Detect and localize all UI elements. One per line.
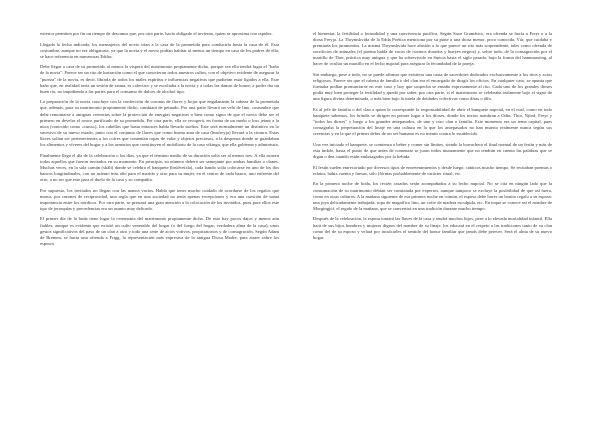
paragraph: La preparación de la novia concluye con la confección de coronas de flores y hojas que engalanarán la cabeza de la prometida que, además, para su matrimonio propiamente dicho, cambiará de peinado. Por una parte llevará un velo de lino, costumbre que debe remontarse a antiguas creencias sobre la protección de energías negativas o bien como signo de que el novio debe ser el primero en develar el rostro purificado de su prometida. Por otra parte, ella se recogerá, en forma de un moño o loss jetant a la nuca (conocido como «cuna»), los cabellos que hasta entonces había llevado sueltos. Este será normalmente un distintivo en lo sucesivo de su nuevo estado, junto con el conjunto de llaves que como buena ama de casa (husfreyja) llevará a la cintura. Estas llaves solían ser pertenecientes a los cofres que contenían ropas de valor y objetos preciosos, a la despensa donde se guardaban los alimentos y víveres del hogar y a los armarios que constituyen el mobiliario de la casa vikinga, que ella gobierna y administra.	[40, 99, 279, 147]
paragraph: Después de la celebración, la esposa tomará las llaves de la casa y tendrá muchos hijos, pese a lo elevada mortalidad infantil. Ella hará de sus hijos hombres y mujeres dignos del nombre de su linaje, los educará en el respeto a las tradiciones tanto de su clan como del de su esposo y velará por inculcarles el sentido del honor familiar que jamás debe perecer. Será el alma de su nuevo hogar.	[313, 216, 552, 240]
paragraph: Es al jefe de familia o del clan a quien le corresponde la responsabilidad de abrir el banquete nupcial, en el cual, como en todo banquete sabemos, los brindis se dirigen en primer lugar a los dioses, donde los textos nombran a Odín, Thor, Njörd, Freyr y "todos los dioses" y luego a los grandes antepasados, de uno y otro clan o familia. Este momento era un tema capital, pues consagraba la perpetuación del linaje en una cultura en la que los antepasados no han muerto realmente nunca según sus creencias y en la que el primer deber de un ser humano es no mentir contra lo establecido.	[313, 107, 552, 137]
paragraph: Por supuesto, los invitados no llegan con las manos vacías. Había que tener mucho cuidado de acordarse de los regalos que marca, por razones de reciprocidad, una regla que en una sociedad no tenía apenas excepciones y era una cuestión de suma importancia entre los nórdicos. Por otra parte, se prestará una gran atención a la colocación de los invitados, pues para ellos este tipo de jerarquías y precedencias era un asunto muy delicado.	[40, 187, 279, 211]
paragraph: En la primera noche de boda, los recién casados serán acompañados a su lecho nupcial. No se cita en ningún lado que la consumación de su matrimonio debían ser constatada por expertos, aunque tampoco se excluye la posibilidad de que así fuera, como en otras culturas. A la mañana siguiente de esa primera noche en común, el esposo debe hacer un bonito regalo a su esposa: una joya delicadamente trabajada, ropa de magnífico lino, un cofre de madera esculpida, etc. En toque se conoce así el nombre de Morgingjöf, el regalo de la mañana, que se convertirá en una tradición durante mucho tiempo.	[313, 181, 552, 211]
paragraph: El festín suelen entrecortado por diversos tipos de entretenimientos y desde luego, cánticos mucho tiempo. Se recitaban poemas o relatos, había cuenta y fuesas, sólo (fórmas probablemente de carácter ritual, etc.	[313, 164, 552, 176]
paragraph: exterior permiten por fin un tiempo de descanso que, por otra parte, hacía obligado el invierno, quien se aproxima con rapidez.	[40, 31, 273, 36]
right-column	[313, 31, 552, 417]
paragraph: Sin embargo, pese a todo, no se puede afirmar que existiera una casta de sacerdotes dedicados exclusivamente a los ritos y actos religiosos. Parece ser que el cabeza de familia o del clan era el encargado de dirigir los oficios. En cualquier caso, se apunta que formaba podían pronunciarse en este caso y hoy que sospecha se ensaña expresamente al rito. Cada uno de los grandes dioses podía muy bien proteger la fertilidad y quedó por saber, por otra parte, si el matrimonio se celebraba realmente bajo el signo de una figura divina determinada, o más bien bajo la tutela de deidades colectivas como dísas o álfa.	[313, 72, 552, 102]
paragraph: El primer día de la boda tiene lugar la ceremonia del matrimonio propiamente dicha. De esto hay pocos datos y menos aún fiables, aunque es evidente que existió un culto venerable del hogar (o del fuego del hogar, verdadera alma de la casa), unos gestos significativos del paso de un clan a otro y todo una serie de actos votivos, propiciatorios y de consagración. Según Adam de Bremen, se hacía una ofrenda a Frigg, la representación más expresiva de la antigua Diosa Madre, para atraer sobre los esposos	[40, 216, 279, 246]
paragraph: Llegada la fecha indicada, los mensajeros del novio irían a la casa de la prometida para conducirla hasta la casa de él. Esta costumbre, aunque no era obligatoria, ya que la novia y el novio podían habitar al menos un tiempo en casa de los padres de ella, se hace referencia en numerosas Eddas.	[40, 41, 279, 59]
paragraph: Debe llegar a casa de su prometido al menos la víspera del matrimonio propiamente dicho, porque sea ella tendrá lugar el "baño de la novia". Parece ser un rito de lustración como el que conocieron todos nuestros cultos, con el objetivo evidente de asegurar la "pureza" de la novia, es decir, librarla de todos los males espíritus e influencias negativas que pudieran estar ligados a ella. Este baño que, en realidad sería un sesión de sauna, es colectivo y se escoltaba a la novia y a todas las damas de honor; a poder dar un buen río, no impidiendo a las partes para el consumo de dulces de alcohol tipo.	[40, 64, 279, 94]
left-column	[40, 31, 279, 417]
paragraph: el bienestar, la fertilidad o fecundidad y una convivencia pacífica. Según Saxo Gramático, era ofrenda se hacía a Freyr o a la diosa Freyja. La Thrymskvida de la Edda Poética menciona por su parte a una diosa menor, poco conocida, Vár, que cuidaba y premiaría los juramentos. La misma Thrymskvida hace alusión a lo que parece un rito más sorprendente, tales como ofrenda de sacrificios de animales (el poema habla de vacas de cuernos dorados y bueyes negros) y, sobre todo, de la consagración por el martillo de Thor, práctica muy antigua y que ha sobrevivido en Suecia hasta el siglo pasado, bajo la forma del hammarsöng, al hacer de ocultar un martillo en el lecho nupcial para asegurar la fecundidad de la pareja.	[313, 31, 552, 67]
paragraph: Una vez iniciado el banquete, se comienza a beber y comer sin límites, siendo la borrachera el final normal de un festín y más de esta índole, hasta el punto de que antes de comenzar se juran todos mutuamente que no tendrán en cuenta las palabras que se digan o den cuando están embriagados por la bebida.	[313, 142, 552, 160]
paragraph: Finalmente llega el día de la celebración o los días, ya que el término medio de su duración solía ser al menos tres. A ella asisten todos aquellos que fueron invitados en su momento. En principio, su número deberá ser semejante por ambas familias o clanes. Muchas veces, en la sala común (skáli) donde se celebra el banquete (brúðveizla), cada bando solía colocarse en uno de los dos bancos longitudinales, con un asiento más alto para el marido y otro para su mujer, en el centro de cada banco, uno enfrente del otro, a no ser que este para el duelo de la casa y su compañía.	[40, 152, 279, 182]
